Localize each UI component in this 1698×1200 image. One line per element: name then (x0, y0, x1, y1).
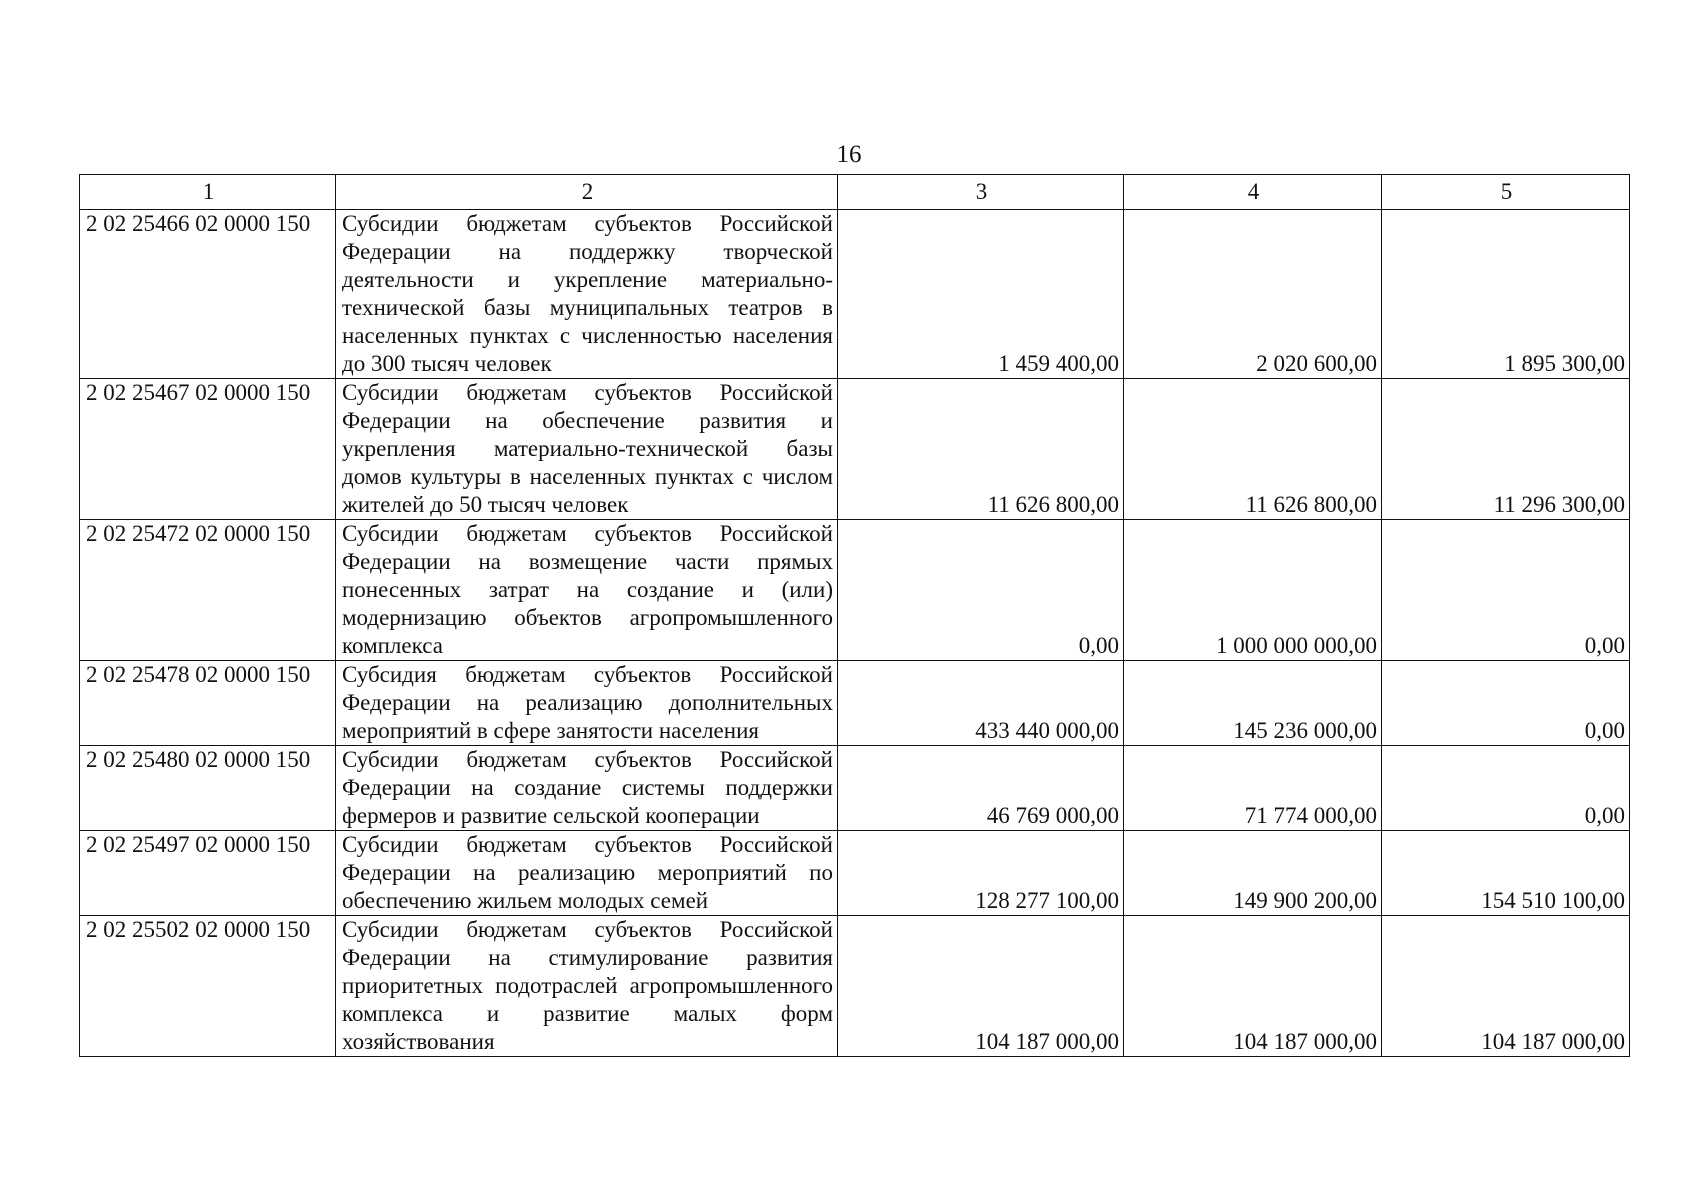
column-header-4: 4 (1124, 175, 1382, 210)
amount-col4-cell: 11 626 800,00 (1124, 379, 1382, 520)
column-header-2: 2 (336, 175, 838, 210)
column-header-5: 5 (1382, 175, 1630, 210)
amount-col5-cell: 0,00 (1382, 746, 1630, 831)
amount-col3-cell: 1 459 400,00 (838, 210, 1124, 379)
amount-col3-cell: 0,00 (838, 520, 1124, 661)
budget-code-cell: 2 02 25467 02 0000 150 (80, 379, 336, 520)
table-header-row (80, 175, 1630, 210)
budget-code-cell: 2 02 25478 02 0000 150 (80, 661, 336, 746)
table-row (80, 831, 1630, 916)
amount-col5-cell: 0,00 (1382, 661, 1630, 746)
amount-col5-cell: 11 296 300,00 (1382, 379, 1630, 520)
table-row (80, 661, 1630, 746)
description-cell: Субсидии бюджетам субъектов Российской Федерации на поддержку творческой деятельности и укрепление материально-технической базы муниципальных театров в населенных пунктах с численностью населения до 300 тысяч человек (336, 210, 838, 379)
budget-code-cell: 2 02 25502 02 0000 150 (80, 916, 336, 1057)
column-header-1: 1 (80, 175, 336, 210)
table-row (80, 916, 1630, 1057)
budget-code-cell: 2 02 25472 02 0000 150 (80, 520, 336, 661)
amount-col5-cell: 154 510 100,00 (1382, 831, 1630, 916)
page-number: 16 (836, 141, 862, 168)
table-row (80, 379, 1630, 520)
amount-col4-cell: 145 236 000,00 (1124, 661, 1382, 746)
description-cell: Субсидии бюджетам субъектов Российской Федерации на обеспечение развития и укрепления материально-технической базы домов культуры в населенных пунктах с числом жителей до 50 тысяч человек (336, 379, 838, 520)
description-cell: Субсидия бюджетам субъектов Российской Федерации на реализацию дополнительных мероприятий в сфере занятости населения (336, 661, 838, 746)
description-cell: Субсидии бюджетам субъектов Российской Федерации на стимулирование развития приоритетных подотраслей агропромышленного комплекса и развитие малых форм хозяйствования (336, 916, 838, 1057)
amount-col3-cell: 433 440 000,00 (838, 661, 1124, 746)
description-cell: Субсидии бюджетам субъектов Российской Федерации на реализацию мероприятий по обеспечению жильем молодых семей (336, 831, 838, 916)
amount-col5-cell: 0,00 (1382, 520, 1630, 661)
table-row (80, 520, 1630, 661)
amount-col3-cell: 11 626 800,00 (838, 379, 1124, 520)
amount-col4-cell: 71 774 000,00 (1124, 746, 1382, 831)
description-cell: Субсидии бюджетам субъектов Российской Федерации на создание системы поддержки фермеров и развитие сельской кооперации (336, 746, 838, 831)
budget-table (79, 174, 1630, 1057)
amount-col3-cell: 104 187 000,00 (838, 916, 1124, 1057)
table-row (80, 210, 1630, 379)
amount-col4-cell: 1 000 000 000,00 (1124, 520, 1382, 661)
column-header-3: 3 (838, 175, 1124, 210)
amount-col5-cell: 1 895 300,00 (1382, 210, 1630, 379)
table-row (80, 746, 1630, 831)
description-cell: Субсидии бюджетам субъектов Российской Федерации на возмещение части прямых понесенных затрат на создание и (или) модернизацию объектов агропромышленного комплекса (336, 520, 838, 661)
amount-col4-cell: 104 187 000,00 (1124, 916, 1382, 1057)
budget-code-cell: 2 02 25480 02 0000 150 (80, 746, 336, 831)
budget-code-cell: 2 02 25466 02 0000 150 (80, 210, 336, 379)
amount-col3-cell: 46 769 000,00 (838, 746, 1124, 831)
budget-code-cell: 2 02 25497 02 0000 150 (80, 831, 336, 916)
amount-col5-cell: 104 187 000,00 (1382, 916, 1630, 1057)
amount-col3-cell: 128 277 100,00 (838, 831, 1124, 916)
amount-col4-cell: 2 020 600,00 (1124, 210, 1382, 379)
amount-col4-cell: 149 900 200,00 (1124, 831, 1382, 916)
